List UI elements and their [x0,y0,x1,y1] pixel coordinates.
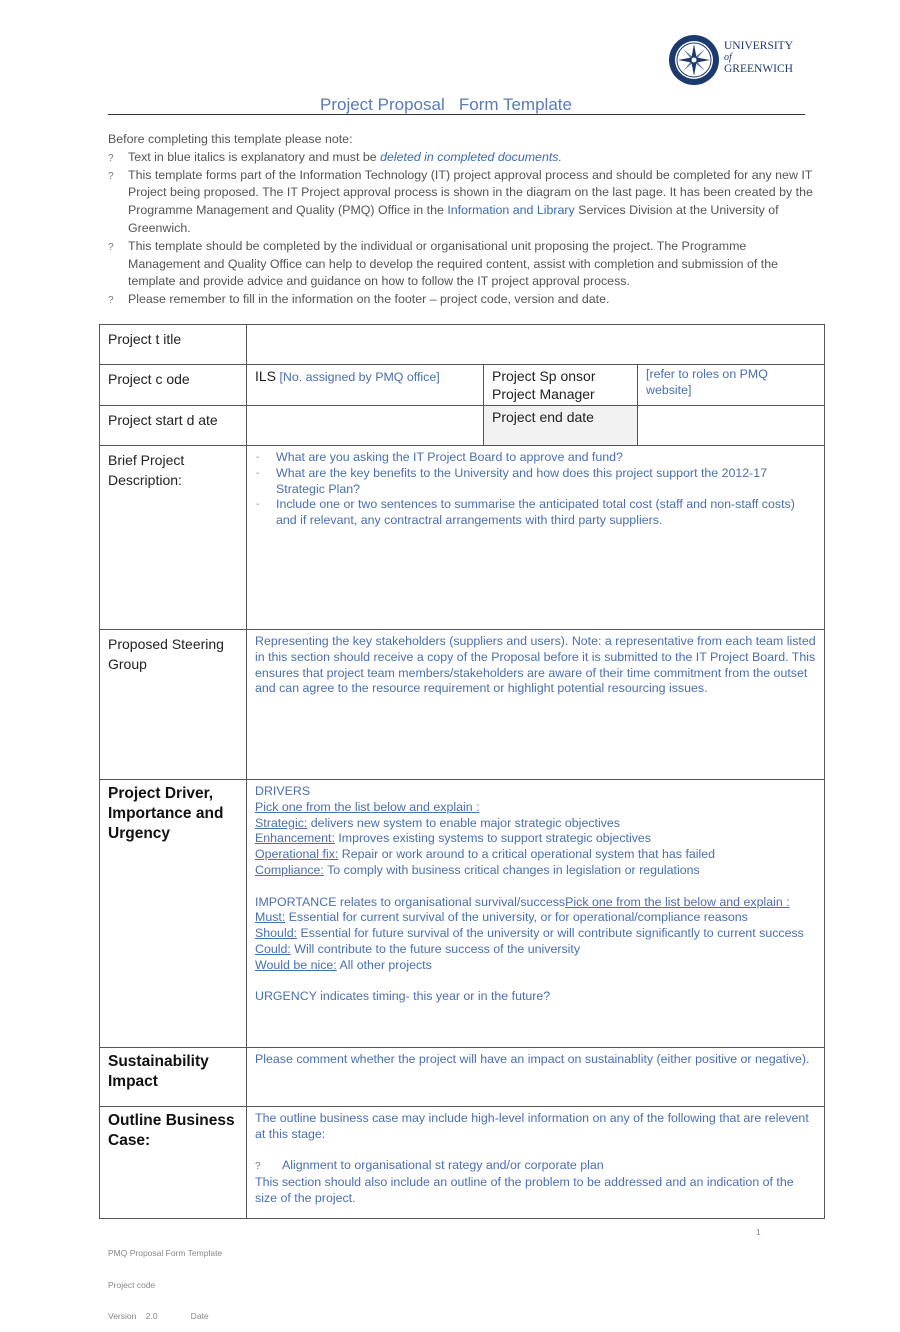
compliance-text: To comply with business critical changes in legislation or regulations [323,862,700,877]
logo-line-1: UNIVERSITY [724,40,793,52]
university-logo [668,34,808,86]
footer-project-code: Project code [108,1279,156,1290]
start-date-field[interactable] [247,406,484,446]
row-project-driver [100,780,825,1048]
should-term: Should: [255,926,298,941]
sustainability-field[interactable]: Please comment whether the project will have an impact on sustainablity (either positive or negative). [247,1048,825,1107]
page-title: Project Proposal Form Template [320,95,572,114]
logo-wordmark [724,40,793,76]
importance-text: IMPORTANCE relates to organisational survival/success [255,894,566,909]
nice-text: All other projects [336,957,432,972]
start-date-label: Project start d ate [100,406,247,446]
brief-description-list [255,450,816,529]
page-footer [108,1227,222,1332]
footer-template-name: PMQ Proposal Form Template [108,1248,223,1258]
list-item: - What are the key benefits to the University and how does this project support the 2012-17 Strategic Plan? [255,466,816,498]
proposal-form-table [99,324,825,1219]
driver-operational [255,847,816,863]
project-driver-label: Project Driver, Importance and Urgency [100,780,247,1048]
list-item: - What are you asking the IT Project Board to approve and fund? [255,450,816,466]
bullet-icon: ? [108,295,114,307]
title-divider [108,114,805,115]
operational-text: Repair or work around to a critical operational system that has failed [338,847,716,862]
note-2-text-end: Services Division at the University of Greenwich. [128,203,779,235]
urgency-text: URGENCY indicates timing- this year or in the future? [255,989,551,1004]
note-item [108,167,818,238]
strategic-text: delivers new system to enable major strategic objectives [307,815,621,830]
end-date-label: Project end date [484,406,638,446]
row-dates [100,406,825,446]
compliance-term: Compliance: [255,862,324,877]
drivers-heading: DRIVERS [255,784,311,798]
note-2-text: This template forms part of the Information Technology (IT) project approval process and should be completed for any new IT Project being proposed. The IT Project approval process is shown in the diagram on the last page. It has been created by the Programme Management and Quality (PMQ) Office in the [128,167,813,218]
steering-group-field[interactable]: Representing the key stakeholders (suppliers and users). Note: a representative from each team listed in this section should receive a copy of the Proposal before it is submitted to the IT Project Board. This ensures that project team members/stakeholders are aware of their time commitment from the outset and can agree to the resource requirement or highlight potential resourcing issues. [247,630,825,780]
row-project-title [100,325,825,365]
bullet-icon: ? [108,170,114,182]
strategic-term: Strategic: [255,815,308,830]
note-1-text: Text in blue italics is explanatory and must be [128,149,381,164]
note-item [108,238,818,291]
driver-compliance [255,863,816,879]
project-sponsor-label: Project Sp onsor [492,368,596,384]
row-business-case [100,1107,825,1219]
project-code-prefix: ILS [255,368,277,384]
roles-field[interactable]: [refer to roles on PMQ website] [638,365,825,406]
list-item: - Include one or two sentences to summarise the anticipated total cost (staff and non-staff costs) and if relevant, any contractral arrangements with third party suppliers. [255,497,816,529]
university-seal-icon [668,34,720,86]
importance-could [255,942,816,958]
driver-enhancement [255,831,816,847]
business-case-intro: The outline business case may include high-level information on any of the following that are relevent at this stage: [255,1111,809,1141]
note-2-link[interactable]: Information and Library [447,203,575,218]
bullet-icon: ? [108,152,114,164]
enhancement-term: Enhancement: [255,831,335,846]
bullet-icon: ? [255,1161,261,1173]
importance-should [255,926,816,942]
row-brief-description [100,446,825,630]
project-manager-label: Project Manager [492,386,595,402]
importance-nice [255,958,816,974]
project-code-field[interactable] [247,365,484,406]
brief-description-field[interactable] [247,446,825,630]
note-item [108,291,818,309]
row-sustainability [100,1048,825,1107]
enhancement-text: Improves existing systems to support strategic objectives [334,831,651,846]
intro-lead: Before completing this template please note: [108,132,353,146]
footer-version-date: Version 2.0 Date [108,1311,209,1321]
importance-paragraph [255,895,816,911]
note-1-emphasis: deleted in completed documents. [380,149,562,164]
note-3-text: This template should be completed by the individual or organisational unit proposing the project. The Programme Management and Quality Office can help to develop the required content, assist with completion and submission of the template and provide advice and guidance on how to follow the IT project approval process. [128,238,778,289]
nice-term: Would be nice: [255,957,337,972]
project-title-field[interactable] [247,325,825,365]
must-text: Essential for current survival of the university, or for operational/compliance reasons [285,910,748,925]
must-term: Must: [255,910,286,925]
note-4-text: Please remember to fill in the information on the footer – project code, version and date. [128,292,610,307]
business-case-item-text: Alignment to organisational st rategy and/or corporate plan [282,1158,604,1173]
project-code-label: Project c ode [100,365,247,406]
brief-description-label: Brief Project Description: [100,446,247,630]
bullet-icon: ? [108,241,114,253]
note-item [108,149,818,167]
could-text: Will contribute to the future success of the university [290,941,581,956]
project-code-hint: [No. assigned by PMQ office] [276,370,440,384]
business-case-field[interactable] [247,1107,825,1219]
sponsor-manager-labels [484,365,638,406]
could-term: Could: [255,941,291,956]
importance-instruction: Pick one from the list below and explain : [565,894,790,909]
business-case-outro: This section should also include an outline of the problem to be addressed and an indication of the size of the project. [255,1175,794,1205]
logo-line-2: of [724,52,732,63]
end-date-field[interactable] [638,406,825,446]
row-project-code [100,365,825,406]
logo-line-3: GREENWICH [724,63,793,75]
drivers-instruction: Pick one from the list below and explain : [255,799,480,814]
importance-must [255,910,816,926]
operational-term: Operational fix: [255,847,339,862]
project-driver-field[interactable] [247,780,825,1048]
business-case-item [255,1158,816,1175]
intro-notes [108,131,818,309]
sustainability-label: Sustainability Impact [100,1048,247,1107]
steering-group-label: Proposed Steering Group [100,630,247,780]
project-title-label: Project t itle [100,325,247,365]
driver-strategic [255,816,816,832]
business-case-label: Outline Business Case: [100,1107,247,1219]
page-number: 1 [756,1227,761,1237]
should-text: Essential for future survival of the university or will contribute significantly to current success [297,926,804,941]
row-steering-group [100,630,825,780]
